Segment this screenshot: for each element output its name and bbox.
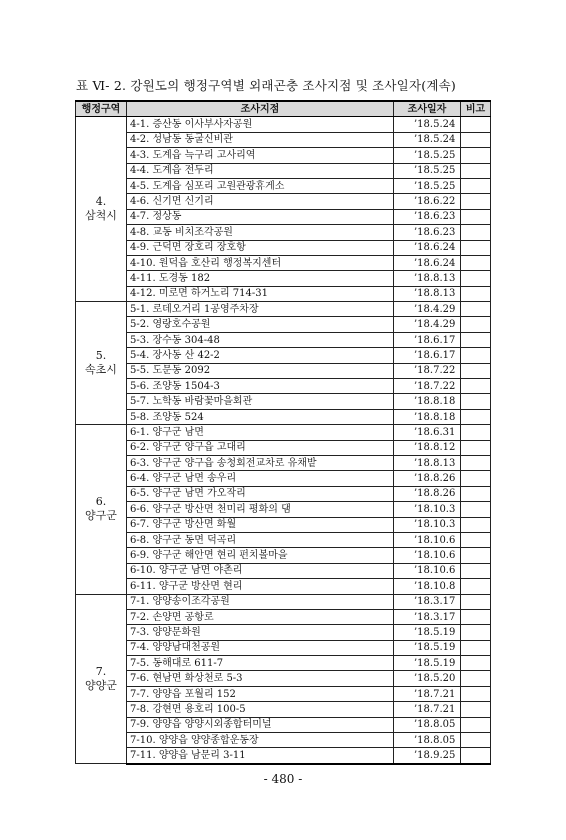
- note-cell: [461, 471, 491, 486]
- location-cell: 6-6. 양구군 방산면 천미리 평화의 댐: [127, 502, 394, 517]
- location-cell: 4-1. 증산동 이사부사자공원: [127, 117, 394, 132]
- location-cell: 5-6. 조양동 1504-3: [127, 379, 394, 394]
- table-row: [76, 332, 491, 347]
- location-cell: 6-11. 양구군 방산면 현리: [127, 579, 394, 594]
- table-row: [76, 609, 491, 624]
- table-row: [76, 625, 491, 640]
- table-row: [76, 748, 491, 764]
- date-cell: ’18.7.22: [394, 379, 461, 394]
- region-name: 양구군: [85, 509, 117, 523]
- note-cell: [461, 286, 491, 301]
- location-cell: 5-7. 노학동 바람꽃마을회관: [127, 394, 394, 409]
- region-number: 6.: [95, 495, 107, 509]
- location-cell: 4-3. 도계읍 늑구리 고사리역: [127, 148, 394, 163]
- note-cell: [461, 363, 491, 378]
- date-cell: ’18.8.26: [394, 486, 461, 501]
- location-cell: 6-9. 양구군 해안면 현리 펀치볼마을: [127, 548, 394, 563]
- location-cell: 7-2. 손양면 공항로: [127, 609, 394, 624]
- header-date: 조사일자: [394, 101, 461, 117]
- date-cell: ’18.3.17: [394, 594, 461, 609]
- table-row: [76, 425, 491, 440]
- table-row: [76, 148, 491, 163]
- note-cell: [461, 686, 491, 701]
- location-cell: 5-2. 영랑호수공원: [127, 317, 394, 332]
- header-location: 조사지점: [127, 101, 394, 117]
- date-cell: ’18.6.17: [394, 348, 461, 363]
- note-cell: [461, 379, 491, 394]
- table-row: [76, 455, 491, 470]
- date-cell: ’18.5.19: [394, 625, 461, 640]
- table-caption: 표 Ⅵ- 2. 강원도의 행정구역별 외래곤충 조사지점 및 조사일자(계속): [76, 78, 456, 93]
- date-cell: ’18.7.21: [394, 702, 461, 717]
- note-cell: [461, 594, 491, 609]
- table-row: [76, 194, 491, 209]
- table-row: [76, 502, 491, 517]
- date-cell: ’18.10.3: [394, 502, 461, 517]
- location-cell: 4-12. 미로면 하거노리 714-31: [127, 286, 394, 301]
- date-cell: ’18.6.24: [394, 255, 461, 270]
- date-cell: ’18.10.6: [394, 548, 461, 563]
- location-cell: 6-10. 양구군 남면 야촌리: [127, 563, 394, 578]
- note-cell: [461, 148, 491, 163]
- location-cell: 6-2. 양구군 양구읍 고대리: [127, 440, 394, 455]
- note-cell: [461, 625, 491, 640]
- note-cell: [461, 409, 491, 424]
- location-cell: 7-6. 현남면 화상천로 5-3: [127, 671, 394, 686]
- table-row: [76, 394, 491, 409]
- date-cell: ’18.6.24: [394, 240, 461, 255]
- date-cell: ’18.10.6: [394, 532, 461, 547]
- note-cell: [461, 486, 491, 501]
- location-cell: 6-3. 양구군 양구읍 송청회전교차로 유채밭: [127, 455, 394, 470]
- location-cell: 6-1. 양구군 남면: [127, 425, 394, 440]
- date-cell: ’18.9.25: [394, 748, 461, 764]
- note-cell: [461, 317, 491, 332]
- note-cell: [461, 656, 491, 671]
- table-row: [76, 656, 491, 671]
- date-cell: ’18.5.24: [394, 117, 461, 132]
- note-cell: [461, 209, 491, 224]
- table-row: [76, 302, 491, 317]
- note-cell: [461, 455, 491, 470]
- date-cell: ’18.8.18: [394, 409, 461, 424]
- page-number: - 480 -: [263, 772, 303, 786]
- note-cell: [461, 178, 491, 193]
- date-cell: ’18.4.29: [394, 317, 461, 332]
- note-cell: [461, 671, 491, 686]
- note-cell: [461, 640, 491, 655]
- location-cell: 5-3. 장수동 304-48: [127, 332, 394, 347]
- table-row: [76, 717, 491, 732]
- note-cell: [461, 702, 491, 717]
- date-cell: ’18.8.13: [394, 286, 461, 301]
- date-cell: ’18.8.12: [394, 440, 461, 455]
- date-cell: ’18.10.8: [394, 579, 461, 594]
- location-cell: 6-4. 양구군 남면 송우리: [127, 471, 394, 486]
- date-cell: ’18.6.31: [394, 425, 461, 440]
- note-cell: [461, 440, 491, 455]
- location-cell: 7-3. 양양문화원: [127, 625, 394, 640]
- table-header-row: [76, 101, 491, 117]
- region-number: 5.: [95, 349, 107, 363]
- table-row: [76, 563, 491, 578]
- location-cell: 7-4. 양양남대천공원: [127, 640, 394, 655]
- note-cell: [461, 117, 491, 132]
- location-cell: 5-4. 장사동 산 42-2: [127, 348, 394, 363]
- note-cell: [461, 532, 491, 547]
- note-cell: [461, 733, 491, 748]
- region-name: 양양군: [85, 678, 117, 692]
- table-row: [76, 255, 491, 270]
- table-row: [76, 517, 491, 532]
- date-cell: ’18.8.13: [394, 455, 461, 470]
- note-cell: [461, 302, 491, 317]
- note-cell: [461, 225, 491, 240]
- location-cell: 7-1. 양양송이조각공원: [127, 594, 394, 609]
- survey-table: [75, 100, 491, 765]
- note-cell: [461, 579, 491, 594]
- date-cell: ’18.8.18: [394, 394, 461, 409]
- table-row: [76, 225, 491, 240]
- survey-table-container: [75, 100, 490, 765]
- table-row: [76, 409, 491, 424]
- table-row: [76, 686, 491, 701]
- date-cell: ’18.3.17: [394, 609, 461, 624]
- location-cell: 4-6. 신기면 신기리: [127, 194, 394, 209]
- date-cell: ’18.8.05: [394, 733, 461, 748]
- region-cell: [76, 425, 127, 594]
- table-row: [76, 594, 491, 609]
- location-cell: 5-1. 로데오거리 1공영주차장: [127, 302, 394, 317]
- note-cell: [461, 255, 491, 270]
- table-row: [76, 733, 491, 748]
- date-cell: ’18.10.6: [394, 563, 461, 578]
- date-cell: ’18.5.19: [394, 656, 461, 671]
- date-cell: ’18.8.26: [394, 471, 461, 486]
- date-cell: ’18.4.29: [394, 302, 461, 317]
- table-row: [76, 317, 491, 332]
- date-cell: ’18.5.19: [394, 640, 461, 655]
- location-cell: 4-5. 도계읍 심포리 고원관광휴게소: [127, 178, 394, 193]
- table-row: [76, 348, 491, 363]
- note-cell: [461, 132, 491, 147]
- table-row: [76, 532, 491, 547]
- region-cell: [76, 302, 127, 425]
- table-row: [76, 163, 491, 178]
- region-number: 7.: [95, 664, 107, 678]
- header-region: 행정구역: [76, 101, 127, 117]
- table-row: [76, 209, 491, 224]
- table-row: [76, 702, 491, 717]
- table-row: [76, 117, 491, 132]
- note-cell: [461, 563, 491, 578]
- table-row: [76, 486, 491, 501]
- date-cell: ’18.8.05: [394, 717, 461, 732]
- table-row: [76, 640, 491, 655]
- location-cell: 4-2. 성남동 동굴신비관: [127, 132, 394, 147]
- location-cell: 4-4. 도계읍 전두리: [127, 163, 394, 178]
- table-row: [76, 579, 491, 594]
- note-cell: [461, 502, 491, 517]
- table-row: [76, 132, 491, 147]
- region-name: 삼척시: [85, 209, 117, 223]
- note-cell: [461, 394, 491, 409]
- date-cell: ’18.6.23: [394, 209, 461, 224]
- location-cell: 5-8. 조양동 524: [127, 409, 394, 424]
- location-cell: 7-5. 동해대로 611-7: [127, 656, 394, 671]
- region-name: 속초시: [85, 363, 117, 377]
- header-note: 비고: [461, 101, 491, 117]
- table-body: [76, 117, 491, 764]
- note-cell: [461, 548, 491, 563]
- note-cell: [461, 240, 491, 255]
- location-cell: 6-5. 양구군 남면 가오작리: [127, 486, 394, 501]
- table-row: [76, 440, 491, 455]
- note-cell: [461, 425, 491, 440]
- note-cell: [461, 163, 491, 178]
- location-cell: 7-9. 양양읍 양양시외종합터미널: [127, 717, 394, 732]
- location-cell: 4-7. 정상동: [127, 209, 394, 224]
- date-cell: ’18.7.21: [394, 686, 461, 701]
- region-cell: [76, 117, 127, 302]
- location-cell: 4-8. 교동 비치조각공원: [127, 225, 394, 240]
- date-cell: ’18.8.13: [394, 271, 461, 286]
- note-cell: [461, 271, 491, 286]
- note-cell: [461, 332, 491, 347]
- location-cell: 6-8. 양구군 동면 덕곡리: [127, 532, 394, 547]
- table-row: [76, 379, 491, 394]
- note-cell: [461, 194, 491, 209]
- location-cell: 7-11. 양양읍 남문리 3-11: [127, 748, 394, 764]
- location-cell: 5-5. 도문동 2092: [127, 363, 394, 378]
- table-row: [76, 240, 491, 255]
- location-cell: 4-11. 도경동 182: [127, 271, 394, 286]
- table-row: [76, 471, 491, 486]
- table-row: [76, 178, 491, 193]
- date-cell: ’18.6.22: [394, 194, 461, 209]
- date-cell: ’18.5.24: [394, 132, 461, 147]
- note-cell: [461, 748, 491, 764]
- note-cell: [461, 348, 491, 363]
- note-cell: [461, 609, 491, 624]
- table-row: [76, 671, 491, 686]
- table-row: [76, 548, 491, 563]
- date-cell: ’18.5.25: [394, 178, 461, 193]
- date-cell: ’18.5.25: [394, 148, 461, 163]
- region-number: 4.: [95, 195, 107, 209]
- note-cell: [461, 717, 491, 732]
- table-row: [76, 286, 491, 301]
- location-cell: 7-10. 양양읍 양양종합운동장: [127, 733, 394, 748]
- location-cell: 4-9. 근덕면 장호리 장호항: [127, 240, 394, 255]
- date-cell: ’18.7.22: [394, 363, 461, 378]
- location-cell: 6-7. 양구군 방산면 화월: [127, 517, 394, 532]
- location-cell: 7-8. 강현면 용호리 100-5: [127, 702, 394, 717]
- table-row: [76, 271, 491, 286]
- date-cell: ’18.6.23: [394, 225, 461, 240]
- date-cell: ’18.5.20: [394, 671, 461, 686]
- location-cell: 7-7. 양양읍 포월리 152: [127, 686, 394, 701]
- date-cell: ’18.5.25: [394, 163, 461, 178]
- note-cell: [461, 517, 491, 532]
- date-cell: ’18.10.3: [394, 517, 461, 532]
- table-row: [76, 363, 491, 378]
- date-cell: ’18.6.17: [394, 332, 461, 347]
- region-cell: [76, 594, 127, 764]
- location-cell: 4-10. 원덕읍 호산리 행정복지센터: [127, 255, 394, 270]
